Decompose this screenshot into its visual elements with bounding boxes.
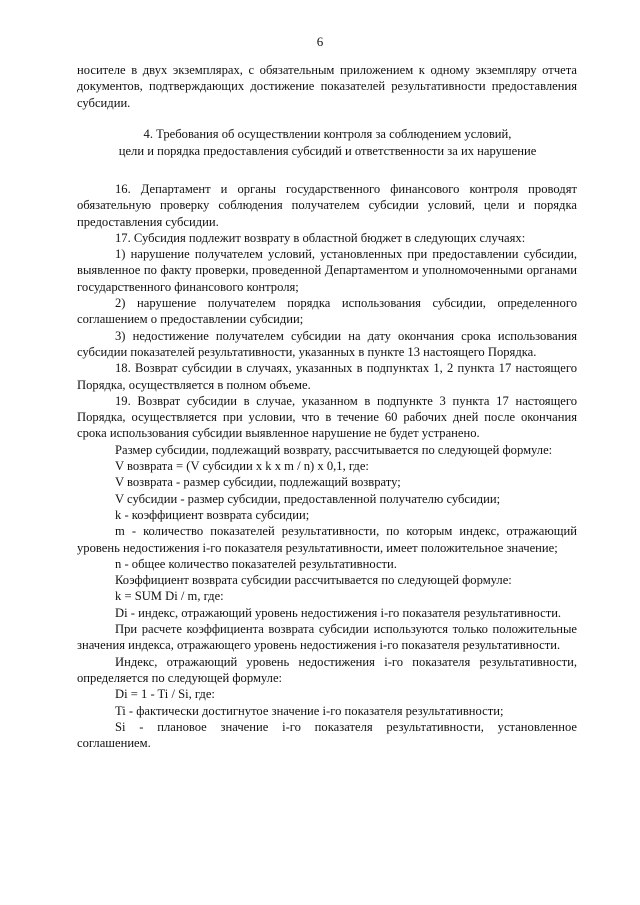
paragraph: Di - индекс, отражающий уровень недостижения i-го показателя результативности. bbox=[115, 605, 562, 620]
paragraph: Ti - фактически достигнутое значение i-го показателя результативности; bbox=[115, 703, 504, 718]
paragraph: m - количество показателей результативности, по которым индекс, отражающий уровень недостижения i-го показателя результативности, имеет положительное значение; bbox=[77, 524, 577, 555]
formula: Di = 1 - Ti / Si, где: bbox=[115, 687, 215, 702]
page-number: 6 bbox=[316, 34, 324, 49]
paragraph: 18. Возврат субсидии в случаях, указанных в подпунктах 1, 2 пункта 17 настоящего Порядка, осуществляется в полном объеме. bbox=[77, 361, 577, 392]
intro-paragraph-block bbox=[77, 62, 577, 111]
paragraph: n - общее количество показателей результативности. bbox=[115, 556, 397, 571]
paragraph: Индекс, отражающий уровень недостижения i-го показателя результативности, определяется по следующей формуле: bbox=[77, 654, 577, 685]
paragraph: Коэффициент возврата субсидии рассчитывается по следующей формуле: bbox=[115, 573, 512, 588]
paragraph: V субсидии - размер субсидии, предоставленной получателю субсидии; bbox=[115, 491, 501, 506]
paragraph: При расчете коэффициента возврата субсидии используются только положительные значения индекса, отражающего уровень недостижения i-го показателя результативности. bbox=[77, 622, 577, 653]
paragraph: 17. Субсидия подлежит возврату в областной бюджет в следующих случаях: bbox=[115, 230, 526, 245]
paragraph: 1) нарушение получателем условий, установленных при предоставлении субсидии, выявленное по факту проверки, проведенной Департаментом и уполномоченными органами государственного финансового контроля; bbox=[77, 247, 577, 294]
formula: V возврата = (V субсидии x k x m / n) x 0,1, где: bbox=[115, 459, 369, 474]
paragraph: 19. Возврат субсидии в случае, указанном в подпункте 3 пункта 17 настоящего Порядка, осуществляется при условии, что в течение 60 рабочих дней после окончания срока использования субсидии выявленное нарушение не будет устранено. bbox=[77, 393, 577, 441]
paragraph: V возврата - размер субсидии, подлежащий возврату; bbox=[115, 475, 401, 490]
paragraph: k - коэффициент возврата субсидии; bbox=[115, 507, 310, 522]
section-title bbox=[60, 126, 595, 160]
paragraph: Размер субсидии, подлежащий возврату, рассчитывается по следующей формуле: bbox=[115, 442, 553, 457]
paragraph: 2) нарушение получателем порядка использования субсидии, определенного соглашением о предоставлении субсидии; bbox=[77, 296, 577, 327]
section-title-line: 4. Требования об осуществлении контроля за соблюдением условий, bbox=[143, 127, 512, 141]
paragraph: 3) недостижение получателем субсидии на дату окончания срока использования субсидии показателей результативности, указанных в пункте 13 настоящего Порядка. bbox=[77, 328, 577, 359]
section-title-line: цели и порядка предоставления субсидий и ответственности за их нарушение bbox=[118, 144, 537, 158]
document-body bbox=[77, 181, 577, 751]
paragraph: Si - плановое значение i-го показателя результативности, установленное соглашением. bbox=[77, 719, 577, 751]
paragraph: 16. Департамент и органы государственного финансового контроля проводят обязательную проверку соблюдения получателем субсидии условий, цели и порядка предоставления субсидии. bbox=[77, 182, 577, 229]
formula: k = SUM Di / m, где: bbox=[115, 589, 224, 604]
intro-paragraph: носителе в двух экземплярах, с обязательным приложением к одному экземпляру отчета документов, подтверждающих достижение показателей результативности предоставления субсидии. bbox=[77, 63, 577, 110]
